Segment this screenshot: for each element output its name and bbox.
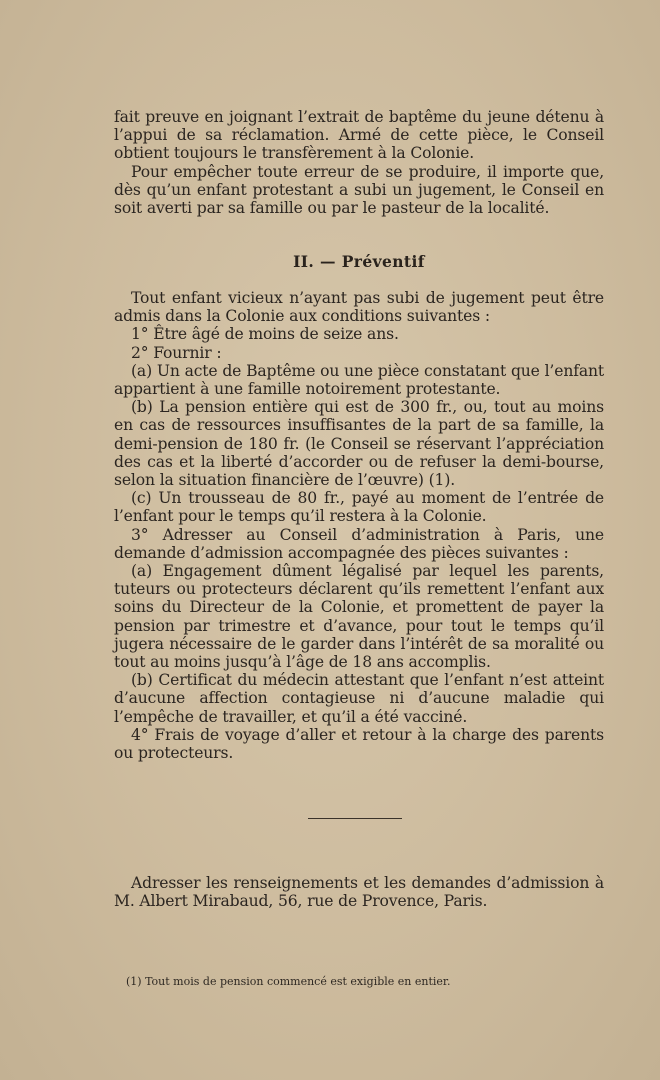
footnote: (1) Tout mois de pension commencé est exigible en entier. <box>126 975 451 988</box>
condition-4-travel: 4° Frais de voyage d’aller et retour à la charge des parents ou protecteurs. <box>114 725 604 763</box>
condition-1-age: 1° Être âgé de moins de seize ans. <box>131 325 399 344</box>
condition-2a-baptism: (a) Un acte de Baptême ou une pièce constatant que l’enfant appartient à une famille notoirement protestante. <box>114 361 604 399</box>
section-heading-preventif: II. — Préventif <box>293 252 425 271</box>
condition-2b-pension: (b) La pension entière qui est de 300 fr., ou, tout au moins en cas de ressources insuffisantes de la part de sa famille, la demi-pension de 180 fr. (le Conseil se réservant l’appréciation des cas et la liberté d’accorder ou de refuser la demi-bourse, selon la situation financière de l’œuvre) (1). <box>114 398 604 490</box>
paragraph-baptism-proof: fait preuve en joignant l’extrait de baptême du jeune détenu à l’appui de sa réclamation. Armé de cette pièce, le Conseil obtient toujours le transfèrement à la Colonie. <box>114 108 604 163</box>
separator-rule <box>308 818 402 819</box>
main-text-block <box>114 289 604 762</box>
condition-3b-certificate: (b) Certificat du médecin attestant que l’enfant n’est atteint d’aucune affection contagieuse ni d’aucune maladie qui l’empêche de travailler, et qu’il a été vacciné. <box>114 671 604 726</box>
condition-3-request: 3° Adresser au Conseil d’administration à Paris, une demande d’admission accompagnée des pièces suivantes : <box>114 525 604 562</box>
condition-2-provide: 2° Fournir : <box>131 343 222 362</box>
condition-2c-trousseau: (c) Un trousseau de 80 fr., payé au moment de l’entrée de l’enfant pour le temps qu’il restera à la Colonie. <box>114 489 604 526</box>
address-block <box>114 874 604 910</box>
address-paragraph: Adresser les renseignements et les demandes d’admission à M. Albert Mirabaud, 56, rue de Provence, Paris. <box>114 874 604 911</box>
paragraph-intro: Tout enfant vicieux n’ayant pas subi de jugement peut être admis dans la Colonie aux conditions suivantes : <box>114 289 604 326</box>
condition-3a-engagement: (a) Engagement dûment légalisé par lequel les parents, tuteurs ou protecteurs déclarent qu’ils remettent l’enfant aux soins du Directeur de la Colonie, et promettent de payer la pension par trimestre et d’avance, pour tout le temps qu’il jugera nécessaire de le garder dans l’intérêt de sa moralité ou tout au moins jusqu’à l’âge de 18 ans accomplis. <box>114 562 604 672</box>
top-text-block <box>114 108 604 217</box>
paragraph-prevent-error: Pour empêcher toute erreur de se produire, il importe que, dès qu’un enfant protestant a subi un jugement, le Conseil en soit averti par sa famille ou par le pasteur de la localité. <box>114 162 604 218</box>
